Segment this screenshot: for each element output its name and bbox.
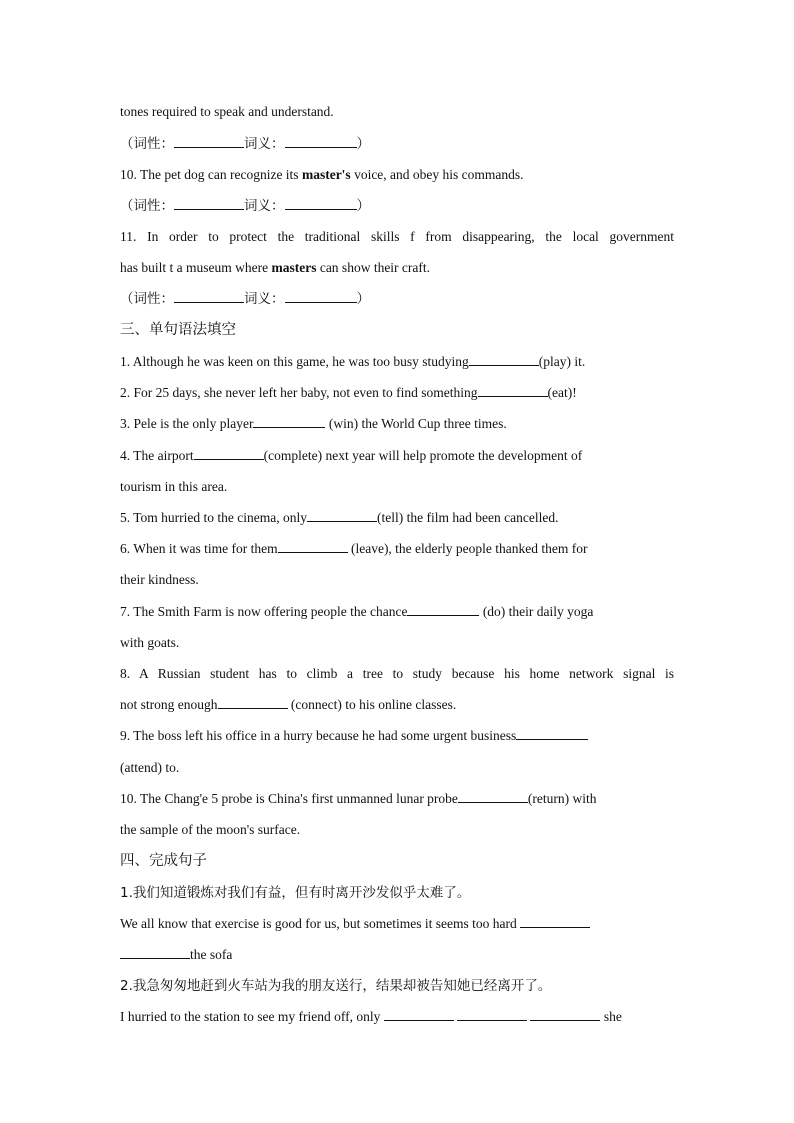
answer-blank[interactable] — [194, 446, 264, 460]
meaning-label: 词义： — [244, 291, 285, 307]
part-of-speech-label: （词性： — [120, 136, 174, 152]
grammar-question-4: 4. The airport (complete) next year will help promote the development of — [120, 448, 583, 463]
answer-blank[interactable] — [530, 1007, 600, 1021]
answer-blank[interactable] — [253, 414, 325, 428]
meaning-label: 词义： — [244, 136, 285, 152]
answer-blank[interactable] — [457, 1007, 527, 1021]
question-9-continuation — [120, 102, 674, 122]
answer-blank[interactable] — [469, 352, 539, 366]
answer-blank[interactable] — [407, 602, 479, 616]
question-10: 10. The pet dog can recognize its master's voice, and obey his commands. — [120, 167, 524, 182]
part-of-speech-blank[interactable] — [174, 289, 244, 303]
answer-blank[interactable] — [278, 539, 348, 553]
part-of-speech-label: （词性： — [120, 291, 174, 307]
grammar-question-8-line-2: not strong enough (connect) to his online classes. — [120, 697, 457, 712]
sentence-1-english-line-2: the sofa — [120, 945, 674, 965]
question-text: tones required to speak and understand. — [120, 104, 334, 119]
grammar-question-8: 8. A Russian student has to climb a tree to study because his home network signal is — [120, 666, 674, 681]
keyword-bold: masters — [271, 260, 317, 275]
meaning-blank[interactable] — [285, 134, 357, 148]
part-of-speech-blank[interactable] — [174, 134, 244, 148]
answer-blank[interactable] — [120, 945, 190, 959]
grammar-question-1: 1. Although he was keen on this game, he was too busy studying (play) it. — [120, 354, 586, 369]
answer-blank[interactable] — [478, 383, 548, 397]
grammar-question-4-line-2: tourism in this area. — [120, 479, 228, 494]
answer-blank[interactable] — [520, 914, 590, 928]
grammar-question-7-line-2: with goats. — [120, 635, 180, 650]
sentence-2-chinese: 2.我急匆匆地赶到火车站为我的朋友送行，结果却被告知她已经离开了。 — [120, 978, 552, 994]
grammar-question-10-line-2: the sample of the moon's surface. — [120, 822, 301, 837]
meaning-blank[interactable] — [285, 289, 357, 303]
grammar-question-10: 10. The Chang'e 5 probe is China's first unmanned lunar probe (return) with — [120, 791, 597, 806]
keyword-bold: master's — [301, 167, 351, 182]
grammar-question-3: 3. Pele is the only player (win) the World Cup three times. — [120, 416, 507, 431]
grammar-question-6-line-2: their kindness. — [120, 572, 199, 587]
answer-blank[interactable] — [384, 1007, 454, 1021]
question-11-line-1: 11. In order to protect the traditional skills f from disappearing, the local government — [120, 229, 674, 244]
answer-prompt-9: （词性： 词义： ） — [120, 136, 370, 152]
meaning-label: 词义： — [244, 198, 285, 214]
section-3-heading: 三、单句语法填空 — [120, 322, 236, 338]
answer-prompt-10: （词性： 词义： ） — [120, 198, 370, 214]
part-of-speech-label: （词性： — [120, 198, 174, 214]
sentence-1-english: We all know that exercise is good for us, but sometimes it seems too hard — [120, 914, 674, 934]
grammar-question-2: 2. For 25 days, she never left her baby, not even to find something (eat)! — [120, 385, 577, 400]
grammar-question-7: 7. The Smith Farm is now offering people the chance (do) their daily yoga — [120, 604, 594, 619]
sentence-2-english: I hurried to the station to see my friend off, only she — [120, 1009, 622, 1024]
section-4-heading: 四、完成句子 — [120, 853, 207, 869]
meaning-blank[interactable] — [285, 196, 357, 210]
grammar-question-9: 9. The boss left his office in a hurry because he had some urgent business — [120, 726, 674, 746]
part-of-speech-blank[interactable] — [174, 196, 244, 210]
answer-blank[interactable] — [218, 695, 288, 709]
sentence-1-chinese: 1.我们知道锻炼对我们有益，但有时离开沙发似乎太难了。 — [120, 885, 471, 901]
answer-blank[interactable] — [458, 789, 528, 803]
question-11-line-2: has built t a museum where masters can show their craft. — [120, 260, 431, 275]
grammar-question-6: 6. When it was time for them (leave), the elderly people thanked them for — [120, 541, 588, 556]
answer-prompt-11: （词性： 词义： ） — [120, 291, 370, 307]
answer-blank[interactable] — [516, 726, 588, 740]
answer-blank[interactable] — [307, 508, 377, 522]
grammar-question-5: 5. Tom hurried to the cinema, only (tell) the film had been cancelled. — [120, 510, 559, 525]
grammar-question-9-line-2: (attend) to. — [120, 760, 180, 775]
